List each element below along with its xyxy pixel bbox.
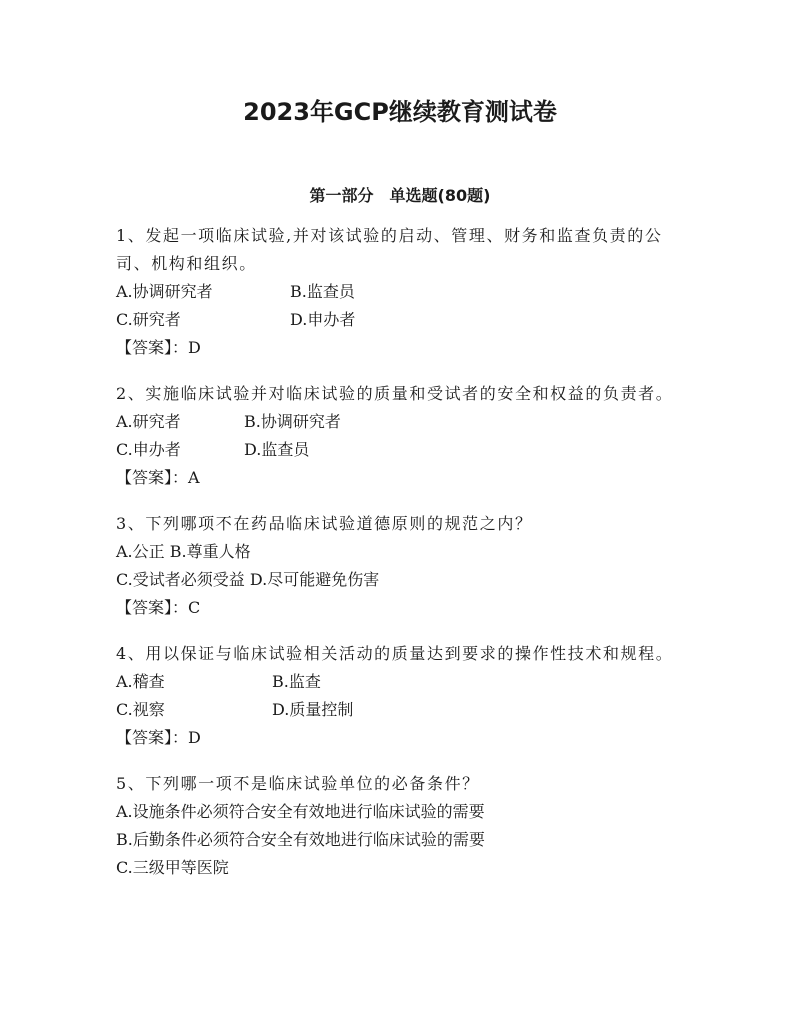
- option-row: [116, 566, 686, 594]
- answer-line: 【答案】：A: [116, 468, 200, 487]
- question-list: [116, 222, 686, 900]
- answer-line: 【答案】：D: [116, 338, 201, 357]
- question-stem: 1、发起一项临床试验,并对该试验的启动、管理、财务和监查负责的公司、机构和组织。: [116, 226, 663, 273]
- option-a: A.稽查: [116, 672, 165, 691]
- option-a-b: A.公正 B.尊重人格: [116, 542, 251, 561]
- question-stem: 2、实施临床试验并对临床试验的质量和受试者的安全和权益的负责者。: [116, 384, 674, 403]
- option-c-d: C.受试者必须受益 D.尽可能避免伤害: [116, 570, 380, 589]
- question-3: [116, 510, 686, 622]
- question-5: [116, 770, 686, 882]
- option-a: A.研究者: [116, 412, 181, 431]
- option-d: D.申办者: [290, 310, 356, 329]
- document-title: 2023年GCP继续教育测试卷: [243, 98, 557, 126]
- option-row: [116, 436, 686, 464]
- option-c: C.视察: [116, 700, 165, 719]
- question-4: [116, 640, 686, 752]
- option-row: [116, 696, 686, 724]
- option-row: [116, 826, 686, 854]
- answer-line: 【答案】：D: [116, 728, 201, 747]
- answer-line: 【答案】：C: [116, 598, 201, 617]
- option-a: A.设施条件必须符合安全有效地进行临床试验的需要: [116, 802, 485, 821]
- question-stem: 4、用以保证与临床试验相关活动的质量达到要求的操作性技术和规程。: [116, 644, 674, 663]
- question-1: [116, 222, 686, 362]
- option-b: B.后勤条件必须符合安全有效地进行临床试验的需要: [116, 830, 485, 849]
- option-a: A.协调研究者: [116, 282, 213, 301]
- option-row: [116, 668, 686, 696]
- option-c: C.三级甲等医院: [116, 858, 229, 877]
- option-row: [116, 408, 686, 436]
- option-row: [116, 278, 686, 306]
- option-c: C.申办者: [116, 440, 181, 459]
- option-row: [116, 854, 686, 882]
- option-row: [116, 798, 686, 826]
- question-stem: 3、下列哪项不在药品临床试验道德原则的规范之内？: [116, 514, 533, 533]
- option-d: D.监查员: [244, 440, 310, 459]
- section-heading: 第一部分 单选题(80题): [309, 186, 491, 205]
- option-row: [116, 306, 686, 334]
- question-stem: 5、下列哪一项不是临床试验单位的必备条件？: [116, 774, 480, 793]
- option-c: C.研究者: [116, 310, 181, 329]
- option-b: B.协调研究者: [244, 412, 341, 431]
- option-d: D.质量控制: [272, 700, 354, 719]
- option-row: [116, 538, 686, 566]
- option-b: B.监查: [272, 672, 321, 691]
- question-2: [116, 380, 686, 492]
- option-b: B.监查员: [290, 282, 355, 301]
